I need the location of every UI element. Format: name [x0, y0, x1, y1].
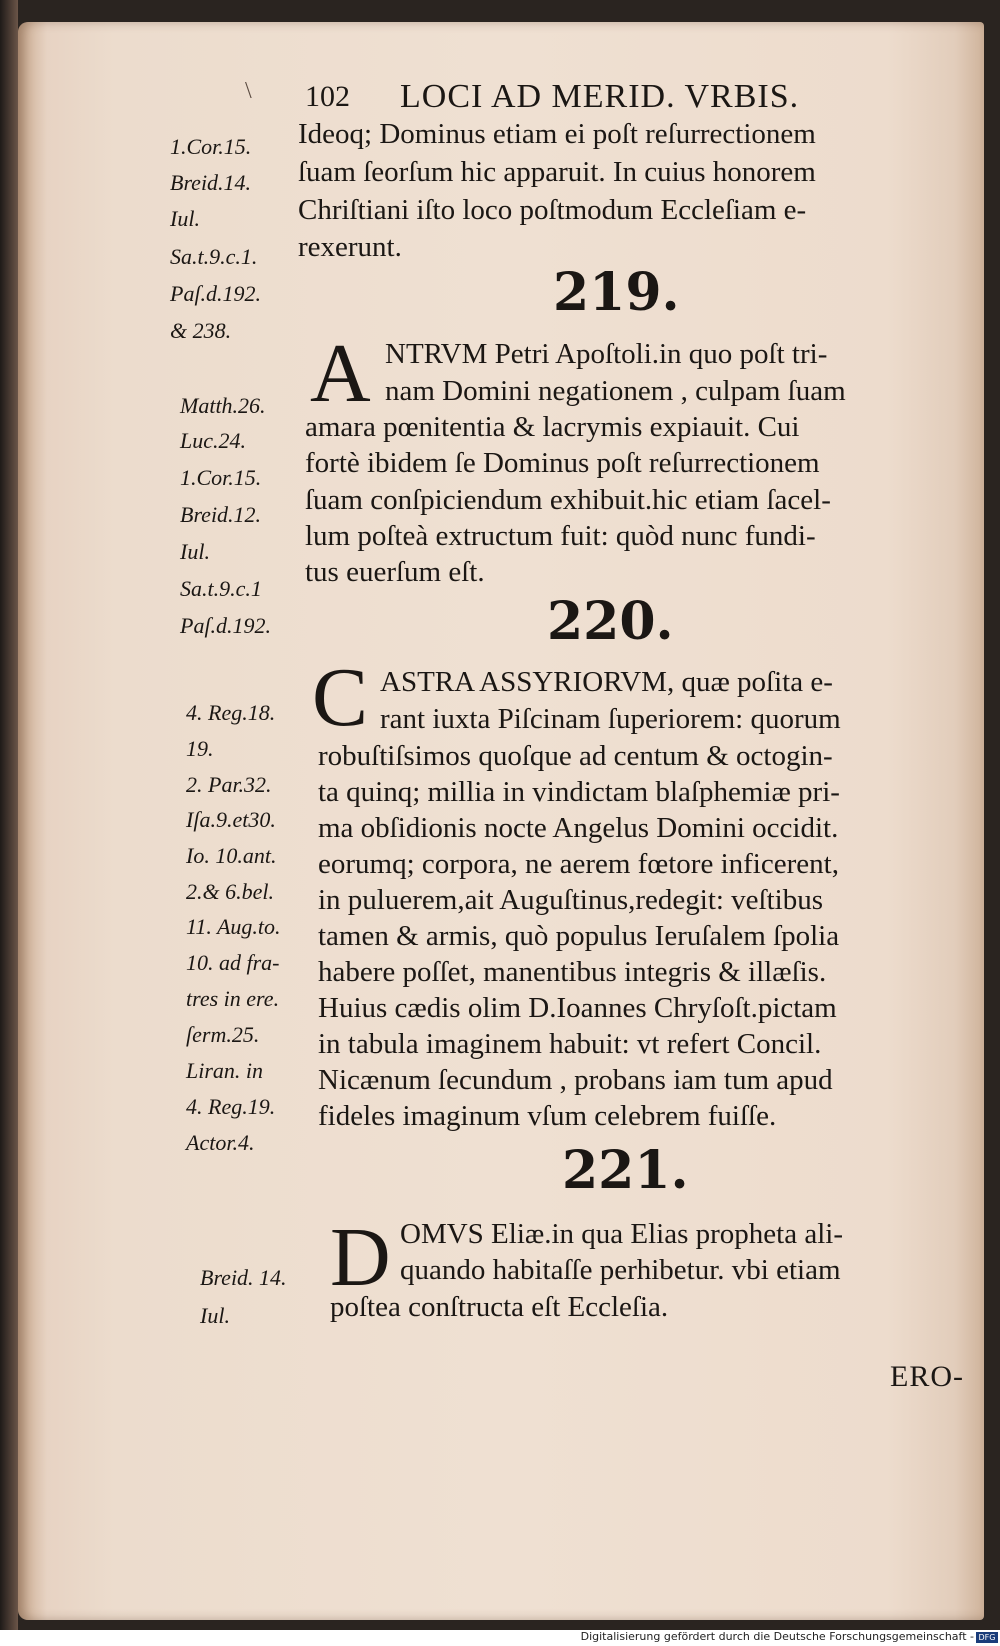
- margin-note: Matth.26.: [180, 393, 266, 418]
- body-line: lum poſteà extructum fuit: quòd nunc fundi-: [305, 520, 816, 552]
- page-number: 102: [305, 80, 350, 113]
- entry-number: 221.: [562, 1140, 689, 1201]
- body-line: ſuam ſeorſum hic apparuit. In cuius honorem: [298, 156, 816, 188]
- margin-note: Iul.: [170, 206, 200, 231]
- entry-number: 220.: [547, 591, 674, 652]
- margin-note: tres in ere.: [186, 986, 280, 1011]
- body-line: quando habitaſſe perhibetur. vbi etiam: [400, 1254, 841, 1286]
- body-line: poſtea conſtructa eſt Eccleſia.: [330, 1291, 669, 1323]
- margin-note: Paſ.d.192.: [180, 613, 272, 638]
- margin-note: 2. Par.32.: [186, 772, 272, 797]
- header-mark: \: [245, 78, 252, 104]
- margin-note: 4. Reg.18.: [186, 700, 276, 725]
- margin-note: Iul.: [200, 1303, 230, 1328]
- margin-note: Breid.12.: [180, 502, 262, 527]
- dfg-logo: DFG: [976, 1632, 998, 1643]
- body-line: fortè ibidem ſe Dominus poſt reſurrectionem: [305, 447, 820, 479]
- margin-note: Breid.14.: [170, 170, 252, 195]
- margin-note: Iſa.9.et30.: [186, 807, 276, 832]
- drop-cap: D: [330, 1211, 391, 1304]
- body-line: ſuam conſpiciendum exhibuit.hic etiam ſacel-: [305, 484, 831, 516]
- margin-note: 1.Cor.15.: [180, 465, 262, 490]
- drop-cap: C: [312, 651, 369, 744]
- margin-note: 10. ad fra-: [186, 950, 280, 975]
- entry-number: 219.: [553, 262, 680, 323]
- body-line: tus euerſum eſt.: [305, 556, 485, 588]
- margin-note: Liran. in: [186, 1058, 264, 1083]
- margin-note: Iul.: [180, 539, 210, 564]
- margin-note: Luc.24.: [180, 428, 246, 453]
- body-line: Huius cædis olim D.Ioannes Chryſoſt.pictam: [318, 992, 837, 1024]
- margin-note: 19.: [186, 736, 214, 761]
- body-line: eorumq; corpora, ne aerem fœtore inficerent,: [318, 848, 839, 880]
- margin-note: Breid. 14.: [200, 1265, 287, 1290]
- margin-note: 11. Aug.to.: [186, 914, 281, 939]
- catchword: ERO-: [890, 1360, 964, 1393]
- body-line: in tabula imaginem habuit: vt refert Concil.: [318, 1028, 822, 1060]
- margin-note: 4. Reg.19.: [186, 1094, 276, 1119]
- body-line: ta quinq; millia in vindictam blaſphemiæ pri-: [318, 776, 840, 808]
- footer-credit: Digitalisierung gefördert durch die Deutsche Forschungsgemeinschaft -: [580, 1630, 974, 1643]
- body-line: NTRVM Petri Apoſtoli.in quo poſt tri-: [385, 338, 828, 370]
- body-line: habere poſſet, manentibus integris & illæſis.: [318, 956, 827, 988]
- margin-note: Io. 10.ant.: [186, 843, 277, 868]
- margin-note: ſerm.25.: [186, 1022, 260, 1047]
- body-line: ASTRA ASSYRIORVM, quæ poſita e-: [380, 666, 833, 698]
- margin-note: & 238.: [170, 318, 232, 343]
- margin-note: 2.& 6.bel.: [186, 879, 274, 904]
- body-line: nam Domini negationem , culpam ſuam: [385, 375, 846, 407]
- body-line: Chriſtiani iſto loco poſtmodum Eccleſiam e-: [298, 194, 807, 226]
- body-line: ma obſidionis nocte Angelus Domini occidit.: [318, 812, 839, 844]
- margin-note: Actor.4.: [186, 1130, 255, 1155]
- body-line: fideles imaginum vſum celebrem fuiſſe.: [318, 1100, 777, 1132]
- body-line: tamen & armis, quò populus Ieruſalem ſpolia: [318, 920, 840, 952]
- body-line: Ideoq; Dominus etiam ei poſt reſurrectionem: [298, 118, 816, 150]
- margin-note: Sa.t.9.c.1.: [170, 244, 258, 269]
- drop-cap: A: [310, 327, 371, 420]
- body-line: in puluerem,ait Auguſtinus,redegit: veſtibus: [318, 884, 824, 916]
- running-head: LOCI AD MERID. VRBIS.: [400, 78, 800, 115]
- body-line: rant iuxta Piſcinam ſuperiorem: quorum: [380, 703, 841, 735]
- margin-note: Sa.t.9.c.1: [180, 576, 262, 601]
- body-line: OMVS Eliæ.in qua Elias propheta ali-: [400, 1218, 843, 1250]
- body-line: rexerunt.: [298, 231, 402, 263]
- margin-note: 1.Cor.15.: [170, 134, 252, 159]
- body-line: Nicænum ſecundum , probans iam tum apud: [318, 1064, 833, 1096]
- margin-note: Paſ.d.192.: [170, 281, 262, 306]
- binding-edge: [0, 0, 18, 1630]
- body-line: amara pœnitentia & lacrymis expiauit. Cui: [305, 411, 800, 443]
- body-line: robuſtiſsimos quoſque ad centum & octogin-: [318, 740, 833, 772]
